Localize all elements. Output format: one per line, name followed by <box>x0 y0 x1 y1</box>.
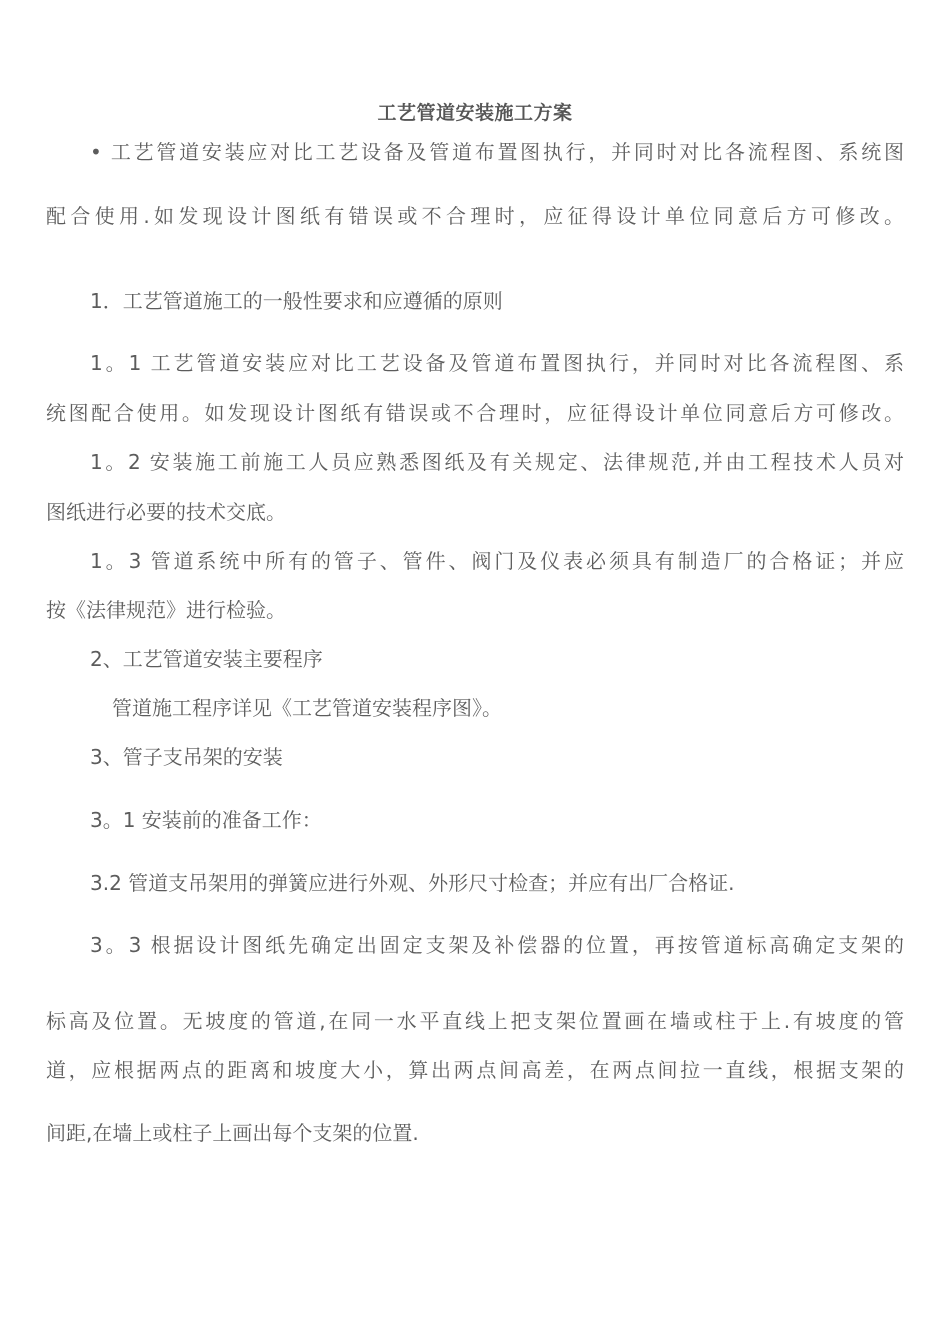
section-heading: 2、工艺管道安装主要程序 <box>90 647 323 671</box>
paragraph-line: 1。2 安装施工前施工人员应熟悉图纸及有关规定、法律规范,并由工程技术人员对 <box>90 450 904 474</box>
paragraph-line: 标高及位置。无坡度的管道,在同一水平直线上把支架位置画在墙或柱于上.有坡度的管 <box>46 1009 904 1033</box>
paragraph-line: 间距,在墙上或柱子上画出每个支架的位置. <box>46 1121 419 1145</box>
section-heading: 1．工艺管道施工的一般性要求和应遵循的原则 <box>90 289 503 313</box>
document-title: 工艺管道安装施工方案 <box>377 102 573 124</box>
paragraph-line: 管道施工程序详见《工艺管道安装程序图》。 <box>112 696 502 720</box>
paragraph-line: 3。3 根据设计图纸先确定出固定支架及补偿器的位置，再按管道标高确定支架的 <box>90 933 904 957</box>
paragraph-line: 图纸进行必要的技术交底。 <box>46 500 286 524</box>
paragraph-line: 1。1 工艺管道安装应对比工艺设备及管道布置图执行，并同时对比各流程图、系 <box>90 351 904 375</box>
paragraph-line: 道，应根据两点的距离和坡度大小，算出两点间高差，在两点间拉一直线，根据支架的 <box>46 1058 904 1082</box>
paragraph-line: 按《法律规范》进行检验。 <box>46 598 286 622</box>
paragraph-line: 配合使用.如发现设计图纸有错误或不合理时，应征得设计单位同意后方可修改。 <box>46 204 904 228</box>
paragraph-line: 统图配合使用。如发现设计图纸有错误或不合理时，应征得设计单位同意后方可修改。 <box>46 401 904 425</box>
paragraph-line: • 工艺管道安装应对比工艺设备及管道布置图执行，并同时对比各流程图、系统图 <box>90 140 904 164</box>
section-heading: 3、管子支吊架的安装 <box>90 745 283 769</box>
paragraph-line: 1。3 管道系统中所有的管子、管件、阀门及仪表必须具有制造厂的合格证；并应 <box>90 549 904 573</box>
paragraph-line: 3.2 管道支吊架用的弹簧应进行外观、外形尺寸检查；并应有出厂合格证. <box>90 871 735 895</box>
paragraph-line: 3。1 安装前的准备工作： <box>90 808 322 832</box>
